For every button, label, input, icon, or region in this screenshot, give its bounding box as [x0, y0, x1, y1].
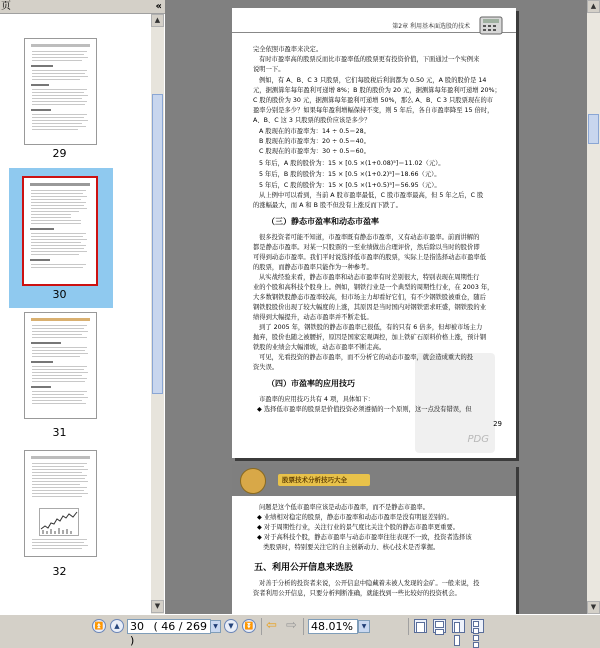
document-page [232, 464, 516, 614]
body-text: 业的个股和高科技个股身上。例如，钢铁行业是一个典型的周期性行业，在 2003 年， [253, 284, 494, 291]
body-text: 抛弃，股价也随之被腰折，原因是国家宏观调控，加上铁矿石原料价格上涨，预计钢 [253, 334, 486, 341]
watermark-text: PDG [467, 434, 489, 445]
body-text: 很多投资者可能不知道，市盈率既有静态市盈率，又有动态市盈率。前面讲解的 [259, 234, 480, 241]
body-text: ◆ 对于高科技个股，静态市盈率与动态市盈率往往表现不一致，投资者选择该 [257, 534, 472, 541]
body-text: 市盈率的应用技巧共有 4 项，具体如下： [259, 396, 375, 403]
page-number-field[interactable] [127, 619, 211, 647]
scroll-up-arrow-icon[interactable]: ▲ [587, 0, 600, 13]
thumbnail-label: 29 [52, 147, 67, 160]
body-text: 5 年后，B 股的股价为：15 × [0.5 ×(1+0.2)⁵]＝18.66（元）。 [259, 171, 441, 178]
body-text: 可见，光看投资的静态市盈率，而不分析它的动态市盈率，就会造成重大的投 [259, 354, 474, 361]
section-heading: （三）静态市盈率和动态市盈率 [267, 217, 379, 226]
body-text: 资者利用公开信息，只要分析判断准确，就能找到一些比较好的投资机会。 [253, 590, 461, 597]
sidebar-header [0, 0, 165, 14]
current-page-input[interactable]: 30 [130, 620, 144, 633]
thumbnail-page-30[interactable] [22, 176, 98, 286]
body-text: 完全依照市盈率来决定。 [253, 46, 323, 53]
page-header-text: 第2章 利用基本面选股的技术 [392, 23, 470, 30]
scrollbar-thumb[interactable] [152, 94, 163, 394]
body-text: 可得到动态市盈率。我们平时说选择低市盈率的股票，实际上是指选择动态市盈率低 [253, 254, 486, 261]
body-text: C 股现在的市盈率为：30 ÷ 0.5＝60。 [259, 148, 370, 155]
body-text: 盈率分别是多少？如果每年盈利增幅保持不变，则 5 年后，各自市盈率降至 15 倍时， [253, 107, 494, 114]
single-page-view-icon[interactable] [414, 619, 427, 633]
thumbnail-label: 31 [52, 426, 67, 439]
body-text: 有时市盈率高的股票反而比市盈率低的股票更有投资价值，下面通过一个实例来 [259, 56, 480, 63]
thumbnail-sidebar [0, 0, 166, 614]
document-scrollbar[interactable] [587, 0, 600, 614]
facing-view-icon[interactable] [452, 619, 465, 633]
body-text: 从上例中可以看到，当前 A 股市盈率最低，C 股市盈率最高，但 5 年之后，C 股 [259, 192, 484, 199]
zoom-field[interactable]: 48.01% [308, 619, 358, 634]
body-text: 钢铁股股价出现了较大幅度的上涨，其原因是当时国内对钢铁需求旺盛，钢铁股的业 [253, 304, 486, 311]
coin-icon [240, 468, 266, 494]
body-text: 资失误。 [253, 364, 279, 371]
body-text: ◆ 业绩相对稳定的股票，静态市盈率和动态市盈率是没有明显差别的。 [257, 514, 453, 521]
navigation-toolbar [0, 614, 600, 647]
body-text: 从实战经验来看，静态市盈率和动态市盈率有时差别很大，特别表现在周期性行 [259, 274, 480, 281]
thumbnail-chart-image [39, 508, 79, 536]
page-count-text: ( 46 / 269 ) [130, 620, 207, 647]
page-banner [232, 464, 516, 496]
collapse-sidebar-button[interactable]: « [155, 1, 162, 12]
watermark-stamp [415, 353, 495, 453]
body-text: 到了 2005 年，钢铁股的静态市盈率已很低，有的只有 6 倍多，但却被市场主力 [259, 324, 483, 331]
body-text: 的涨幅最大，而 A 和 B 股不但没有上涨反而下跌了。 [253, 202, 402, 209]
body-text: A 股现在的市盈率为：14 ÷ 0.5＝28。 [259, 128, 370, 135]
body-text: 绩得到大幅提升，动态市盈率并不断走低。 [253, 314, 373, 321]
body-text: 说明一下。 [253, 66, 285, 73]
zoom-dropdown-button[interactable]: ▼ [358, 620, 370, 633]
page-number: 29 [493, 420, 502, 428]
scrollbar-thumb[interactable] [588, 114, 599, 144]
body-text: C 股的股价为 30 元，据测算每年盈利可递增 50%，那么 A、B、C 3 只股票现在的市 [253, 97, 494, 104]
page-header [232, 14, 516, 33]
section-heading: （四）市盈率的应用技巧 [267, 379, 355, 388]
previous-page-button[interactable]: ▲ [110, 619, 124, 633]
banner-title: 股票技术分析技巧大全 [282, 476, 347, 484]
body-text: 的股票，而静态市盈率只能作为一种参考。 [253, 264, 373, 271]
body-text: 大多数钢铁股静态市盈率较高，但市场主力却看好它们，有不少钢铁股被重仓，随后 [253, 294, 486, 301]
body-text: 铁股的业绩会大幅滑坡，动态市盈率不断走高。 [253, 344, 386, 351]
scroll-down-arrow-icon[interactable]: ▼ [151, 600, 164, 613]
next-page-button[interactable]: ▼ [224, 619, 238, 633]
body-text: 元，据测算年每年盈利可递增 8%；B 股的股价为 20 元，据测算每年盈利可递增 20%； [253, 87, 501, 94]
forward-arrow-icon[interactable]: ⇨ [286, 618, 297, 633]
continuous-facing-view-icon[interactable] [471, 619, 484, 633]
body-text: 5 年后，C 股的股价为：15 × [0.5 ×(1+0.5)⁵]＝56.95（元）。 [259, 182, 441, 189]
first-page-button[interactable]: ⏫ [92, 619, 106, 633]
thumbnail-label: 30 [52, 288, 67, 301]
continuous-view-icon[interactable] [433, 619, 446, 633]
sidebar-title: 页 [1, 1, 11, 12]
section-heading: 五、利用公开信息来选股 [254, 563, 354, 573]
body-text: 问题是这个低市盈率应该是动态市盈率，而不是静态市盈率。 [259, 504, 430, 511]
body-text: 例如，有 A、B、C 3 只股票，它们每股税后利润都为 0.50 元，A 股的股价是 14 [259, 77, 487, 84]
sidebar-scrollbar[interactable] [151, 14, 164, 614]
body-text: ◆ 对于周期性行业，关注行业的景气度比关注个股的静态市盈率更重要。 [257, 524, 460, 531]
calculator-icon [478, 15, 506, 35]
thumbnail-label: 32 [52, 565, 67, 578]
body-text: B 股现在的市盈率为：20 ÷ 0.5＝40。 [259, 138, 370, 145]
body-text: ◆ 选择低市盈率的股票是价值投资必须遵循的一个原则，这一点没有错误，但 [257, 406, 472, 413]
body-text: 类股票时，特别要关注它的自主创新动力、核心技术是否掌握。 [263, 544, 440, 551]
body-text: 5 年后，A 股的股价为：15 × [0.5 ×(1+0.08)⁵]＝11.02（元）。 [259, 160, 445, 167]
scroll-up-arrow-icon[interactable]: ▲ [151, 14, 164, 27]
back-arrow-icon[interactable]: ⇦ [266, 618, 277, 633]
body-text: A、B、C 这 3 只股票的股价应该是多少？ [253, 117, 371, 124]
thumbnail-page-32[interactable] [24, 450, 97, 557]
page-dropdown-button[interactable]: ▼ [210, 620, 221, 633]
thumbnail-page-29[interactable] [24, 38, 97, 145]
document-view [166, 0, 600, 614]
scroll-down-arrow-icon[interactable]: ▼ [587, 601, 600, 614]
body-text: 都是静态市盈率。对某一只股票的一至业绩做出合理评价，然后除以当时的股价即 [253, 244, 480, 251]
document-page [232, 8, 516, 458]
last-page-button[interactable]: ⏬ [242, 619, 256, 633]
thumbnail-page-31[interactable] [24, 312, 97, 419]
body-text: 对善于分析的投资者来说，公开信息中隐藏着未被人发现的金矿。一般来说，投 [259, 580, 480, 587]
